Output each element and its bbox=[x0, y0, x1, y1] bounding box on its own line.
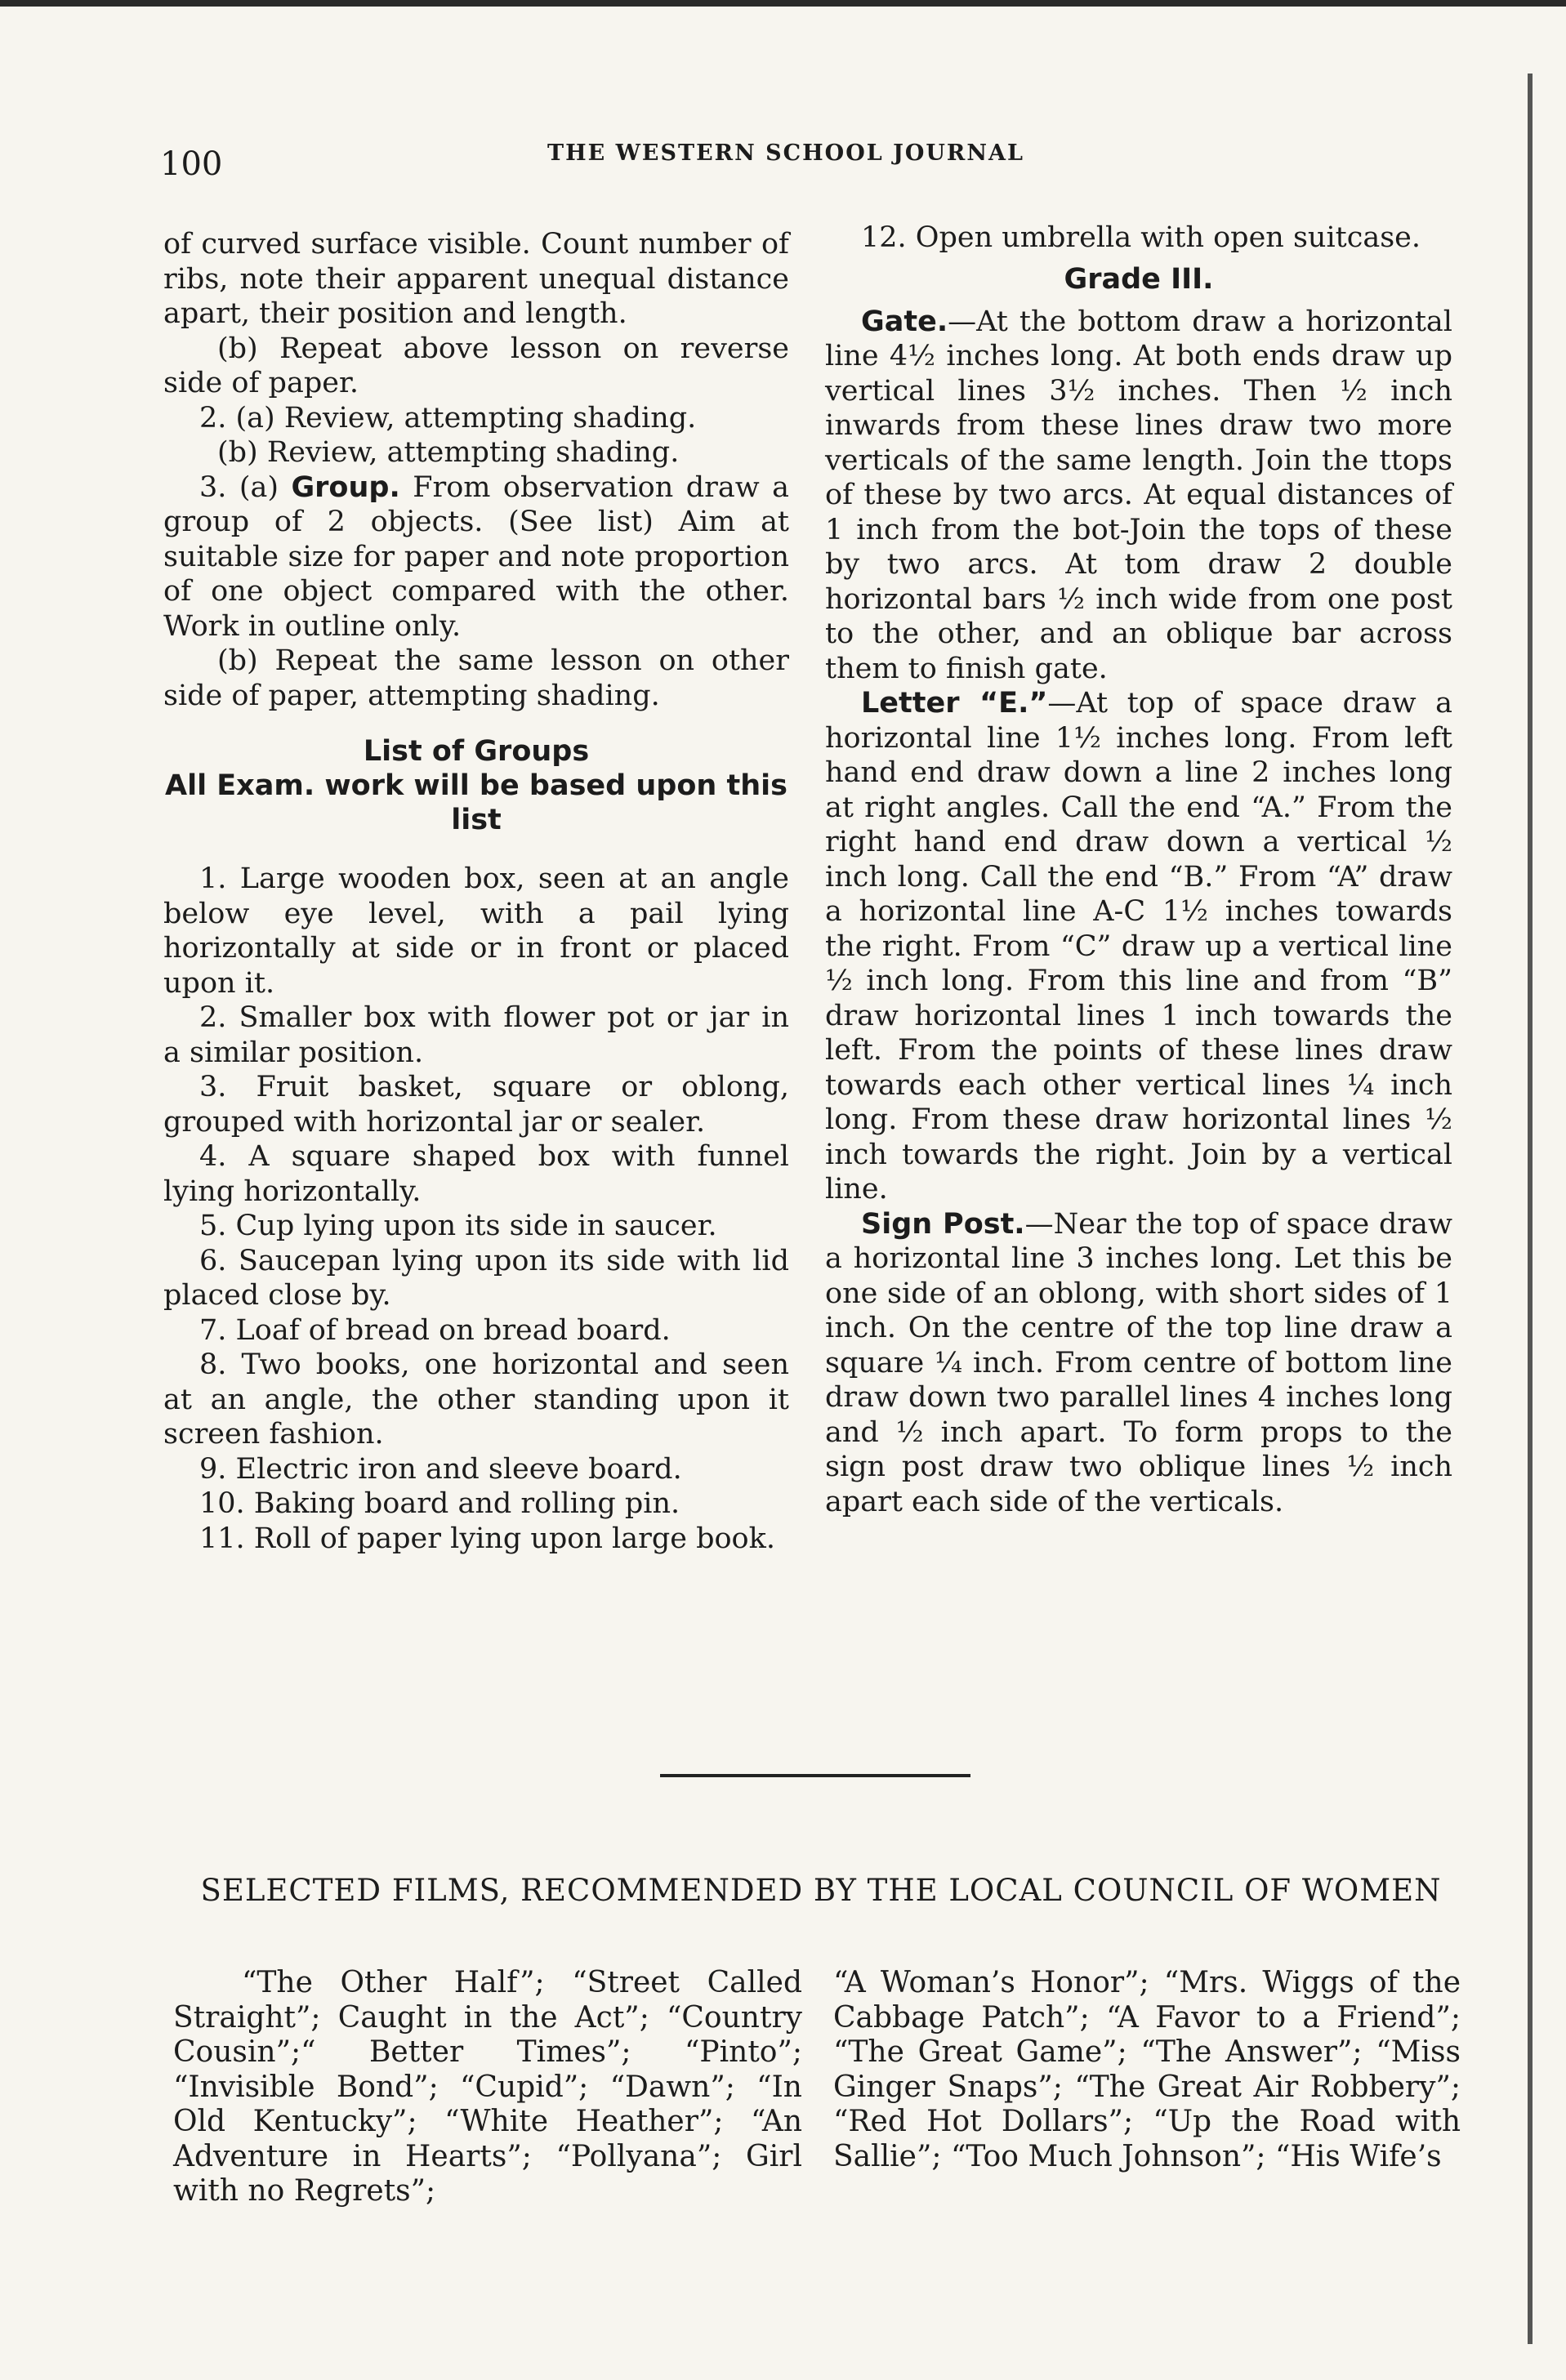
right-column bbox=[825, 221, 1452, 1519]
list-item: 10. Baking board and rolling pin. bbox=[199, 1487, 680, 1520]
left-column bbox=[163, 227, 789, 1556]
section-heading: Grade III. bbox=[1064, 262, 1214, 296]
list-item: 12. Open umbrella with open suitcase. bbox=[861, 221, 1421, 254]
paragraph: (b) Repeat the same lesson on other side of paper, attempting shading. bbox=[163, 644, 789, 712]
films-title: SELECTED FILMS, RECOMMENDED BY THE LOCAL COUNCIL OF WOMEN bbox=[200, 1873, 1442, 1908]
section-heading: List of Groups bbox=[363, 735, 590, 768]
paragraph: “The Other Half”; “Street Called Straight”; Caught in the Act”; “Country Cousin”;“ Better Times”; “Pinto”; “Invisible Bond”; “Cupid”; “Dawn”; “In Old Kentucky”; “White Heather”; “An Adventure in Hearts”; “Pollyana”; Girl with no Regrets”; bbox=[173, 1966, 802, 2208]
paragraph: (b) Repeat above lesson on reverse side of paper. bbox=[163, 332, 789, 399]
list-item: 5. Cup lying upon its side in saucer. bbox=[199, 1210, 717, 1242]
paragraph-text: —At top of space draw a horizontal line 1½ inches long. From left hand end draw down a line 2 inches long at right angles. Call the end “A.” From the right hand end draw down a vertical ½ inch long. Call the end “B.” From “A” draw a horizontal line A-C 1½ inches towards the right. From “C” draw up a vertical line ½ inch long. From this line and from “B” draw horizontal lines 1 inch towards the left. From the points of these lines draw towards each other vertical lines ¼ inch long. From these draw horizontal lines ½ inch towards the right. Join by a vertical line. bbox=[825, 687, 1453, 1206]
paragraph-text: —At the bottom draw a horizontal line 4½ inches long. At both ends draw up vertical lines 3½ inches. Then ½ inch inwards from these lines draw two more verticals of the same length. Join the ttops of these by two arcs. At equal distances of 1 inch from the bot-Join the tops of these by two arcs. At tom draw 2 double horizontal bars ½ inch wide from one post to the other, and an oblique bar across them to finish gate. bbox=[825, 305, 1452, 685]
paragraph: (b) Review, attempting shading. bbox=[217, 436, 680, 469]
paragraph bbox=[825, 305, 1452, 687]
running-head: THE WESTERN SCHOOL JOURNAL bbox=[547, 140, 1024, 166]
page-number: 100 bbox=[160, 145, 223, 183]
run-in-heading: Letter “E.” bbox=[861, 687, 1048, 720]
list-item: 4. A square shaped box with funnel lying horizontally. bbox=[163, 1140, 789, 1208]
paragraph bbox=[825, 1207, 1452, 1520]
run-in-heading: Gate. bbox=[861, 305, 948, 338]
item-number: 3. (a) bbox=[199, 470, 279, 504]
list-item: 2. Smaller box with flower pot or jar in a similar position. bbox=[163, 1001, 789, 1069]
paragraph: of curved surface visible. Count number of ribs, note their apparent unequal distance apart, their position and length. bbox=[163, 228, 789, 330]
section-divider bbox=[660, 1774, 970, 1777]
list-item: 8. Two books, one horizontal and seen at an angle, the other standing upon it screen fashion. bbox=[163, 1348, 789, 1451]
list-item: 1. Large wooden box, seen at an angle below eye level, with a pail lying horizontally at side or in front or placed upon it. bbox=[163, 862, 789, 1000]
paragraph bbox=[825, 686, 1452, 1207]
paragraph: “A Woman’s Honor”; “Mrs. Wiggs of the Cabbage Patch”; “A Favor to a Friend”; “The Great Game”; “The Answer”; “Miss Ginger Snaps”; “The Great Air Robbery”; “Red Hot Dollars”; “Up the Road with Sallie”; “Too Much Johnson”; “His Wife’s bbox=[833, 1966, 1461, 2173]
films-left-column bbox=[173, 1966, 802, 2209]
paragraph-text: From observation draw a group of 2 objects. (See list) Aim at suitable size for paper and note proportion of one object compared with the other. Work in outline only. bbox=[163, 470, 789, 643]
run-in-heading: Sign Post. bbox=[861, 1207, 1025, 1241]
list-item: 6. Saucepan lying upon its side with lid placed close by. bbox=[163, 1244, 789, 1312]
paragraph-text: —Near the top of space draw a horizontal line 3 inches long. Let this be one side of an oblong, with short sides of 1 inch. On the centre of the top line draw a square ¼ inch. From centre of bottom line draw down two parallel lines 4 inches long and ½ inch apart. To form props to the sign post draw two oblique lines ½ inch apart each side of the verticals. bbox=[825, 1207, 1452, 1518]
list-item: 3. Fruit basket, square or oblong, grouped with horizontal jar or sealer. bbox=[163, 1071, 789, 1139]
list-item: 7. Loaf of bread on bread board. bbox=[199, 1313, 671, 1347]
films-right-column bbox=[833, 1966, 1461, 2174]
page-top-edge bbox=[0, 0, 1566, 7]
list-item: 9. Electric iron and sleeve board. bbox=[199, 1452, 682, 1486]
paragraph: 2. (a) Review, attempting shading. bbox=[199, 401, 697, 435]
paragraph bbox=[163, 470, 789, 644]
section-subheading: All Exam. work will be based upon this list bbox=[165, 769, 787, 836]
run-in-heading: Group. bbox=[291, 470, 400, 504]
list-item: 11. Roll of paper lying upon large book. bbox=[199, 1522, 775, 1555]
page-binding-edge bbox=[1528, 74, 1533, 2344]
